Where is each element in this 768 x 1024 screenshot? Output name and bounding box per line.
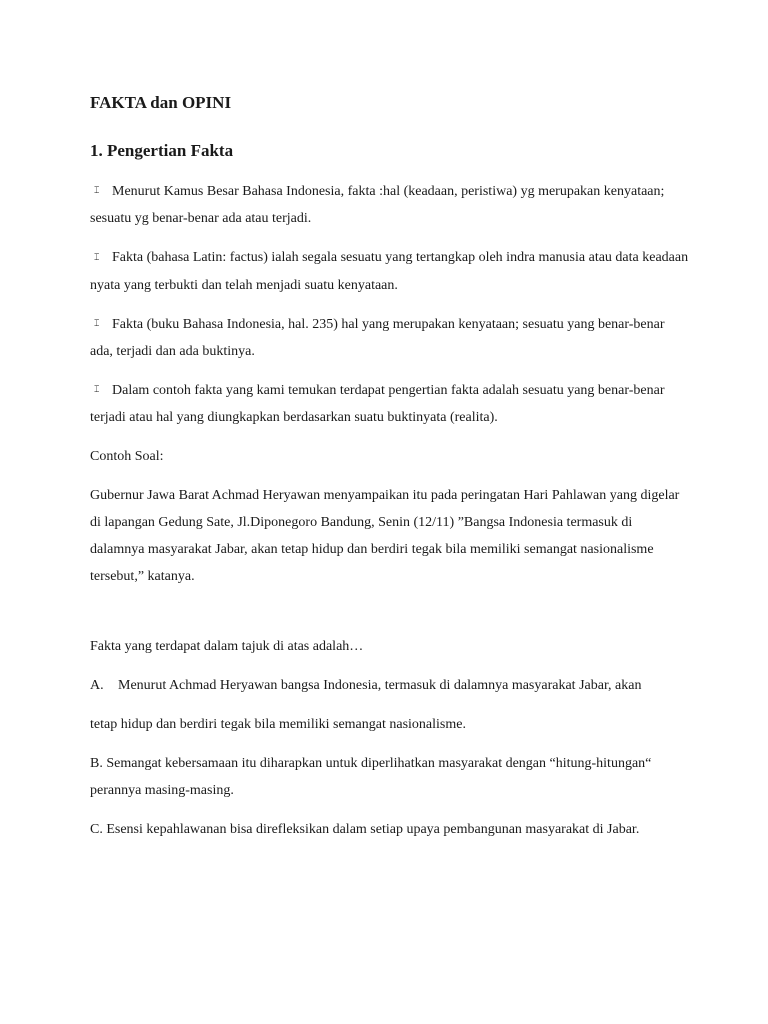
definition-text: Fakta (bahasa Latin: factus) ialah segala sesuatu yang tertangkap oleh indra manusia atau data keadaan nyata yang terbukti dan telah menjadi suatu kenyataan. (90, 250, 689, 293)
option-b: B. Semangat kebersamaan itu diharapkan untuk diperlihatkan masyarakat dengan “hitung-hitungan“ perannya masing-masing. (90, 756, 652, 799)
option-a-continuation: tetap hidup dan berdiri tegak bila memiliki semangat nasionalisme. (90, 717, 466, 733)
document-page (90, 90, 690, 855)
section-heading: 1. Pengertian Fakta (90, 141, 234, 160)
question-text: Fakta yang terdapat dalam tajuk di atas adalah… (90, 639, 364, 655)
definition-item (90, 377, 690, 431)
option-a-text: Menurut Achmad Heryawan bangsa Indonesia, termasuk di dalamnya masyarakat Jabar, akan (118, 678, 642, 694)
example-text: Gubernur Jawa Barat Achmad Heryawan menyampaikan itu pada peringatan Hari Pahlawan yang digelar di lapangan Gedung Sate, Jl.Diponegoro Bandung, Senin (12/11) ”Bangsa Indonesia termasuk di dalamnya masyarakat Jabar, akan tetap hidup dan berdiri tegak bila memiliki semangat nasionalisme tersebut,” katanya. (90, 488, 680, 585)
bullet-icon: ⌶ (94, 318, 100, 329)
bullet-icon: ⌶ (94, 252, 100, 263)
option-c: C. Esensi kepahlawanan bisa direfleksikan dalam setiap upaya pembangunan masyarakat di Jabar. (90, 822, 640, 838)
definition-text: Dalam contoh fakta yang kami temukan terdapat pengertian fakta adalah sesuatu yang benar-benar terjadi atau hal yang diungkapkan berdasarkan suatu buktinyata (realita). (90, 382, 665, 426)
definition-item (90, 311, 690, 365)
definition-item (90, 244, 690, 298)
spacer (90, 602, 690, 633)
definition-item (90, 178, 690, 232)
example-label: Contoh Soal: (90, 449, 164, 465)
option-a-label: A. (90, 678, 104, 694)
definition-list (90, 178, 690, 431)
definition-text: Fakta (buku Bahasa Indonesia, hal. 235) hal yang merupakan kenyataan; sesuatu yang benar-benar ada, terjadi dan ada buktinya. (90, 316, 665, 359)
bullet-icon: ⌶ (94, 186, 100, 197)
bullet-icon: ⌶ (94, 385, 100, 396)
option-a (90, 672, 690, 699)
document-title: FAKTA dan OPINI (90, 93, 232, 112)
definition-text: Menurut Kamus Besar Bahasa Indonesia, fakta :hal (keadaan, peristiwa) yg merupakan kenyataan; sesuatu yg benar-benar ada atau terjadi. (90, 184, 665, 227)
